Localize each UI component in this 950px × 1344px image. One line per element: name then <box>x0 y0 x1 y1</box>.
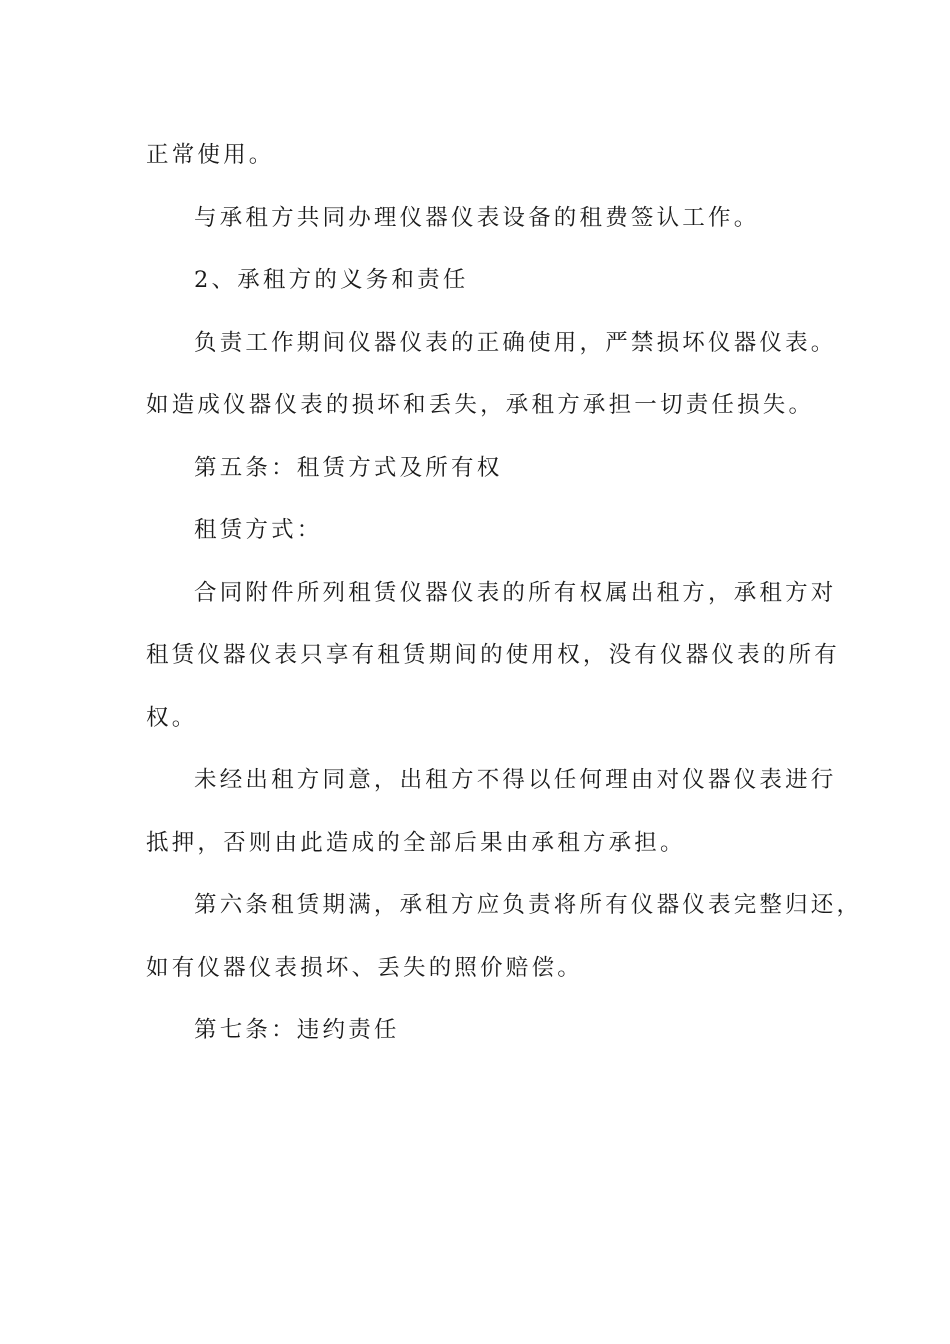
text-line: 与承租方共同办理仪器仪表设备的租费签认工作。 <box>194 204 760 231</box>
section-heading: 2、承租方的义务和责任 <box>194 267 469 293</box>
text-line: 抵押，否则由此造成的全部后果由承租方承担。 <box>146 829 686 856</box>
text-line: 合同附件所列租赁仪器仪表的所有权属出租方，承租方对 <box>194 579 837 606</box>
article-heading: 第七条：违约责任 <box>194 1017 400 1043</box>
text-line: 如有仪器仪表损坏、丢失的照价赔偿。 <box>146 954 583 981</box>
text-line: 如造成仪器仪表的损坏和丢失，承租方承担一切责任损失。 <box>146 392 815 418</box>
text-line: 未经出租方同意，出租方不得以任何理由对仪器仪表进行 <box>194 767 837 793</box>
text-line: 权。 <box>146 704 198 731</box>
text-line: 负责工作期间仪器仪表的正确使用，严禁损坏仪器仪表。 <box>194 329 837 356</box>
text-line: 正常使用。 <box>146 142 275 168</box>
article-heading: 第五条：租赁方式及所有权 <box>194 454 503 481</box>
text-line: 租赁方式： <box>194 517 323 543</box>
text-line: 租赁仪器仪表只享有租赁期间的使用权，没有仪器仪表的所有 <box>146 642 840 668</box>
article-text: 第六条租赁期满，承租方应负责将所有仪器仪表完整归还， <box>194 892 863 918</box>
document-body <box>146 124 863 1062</box>
